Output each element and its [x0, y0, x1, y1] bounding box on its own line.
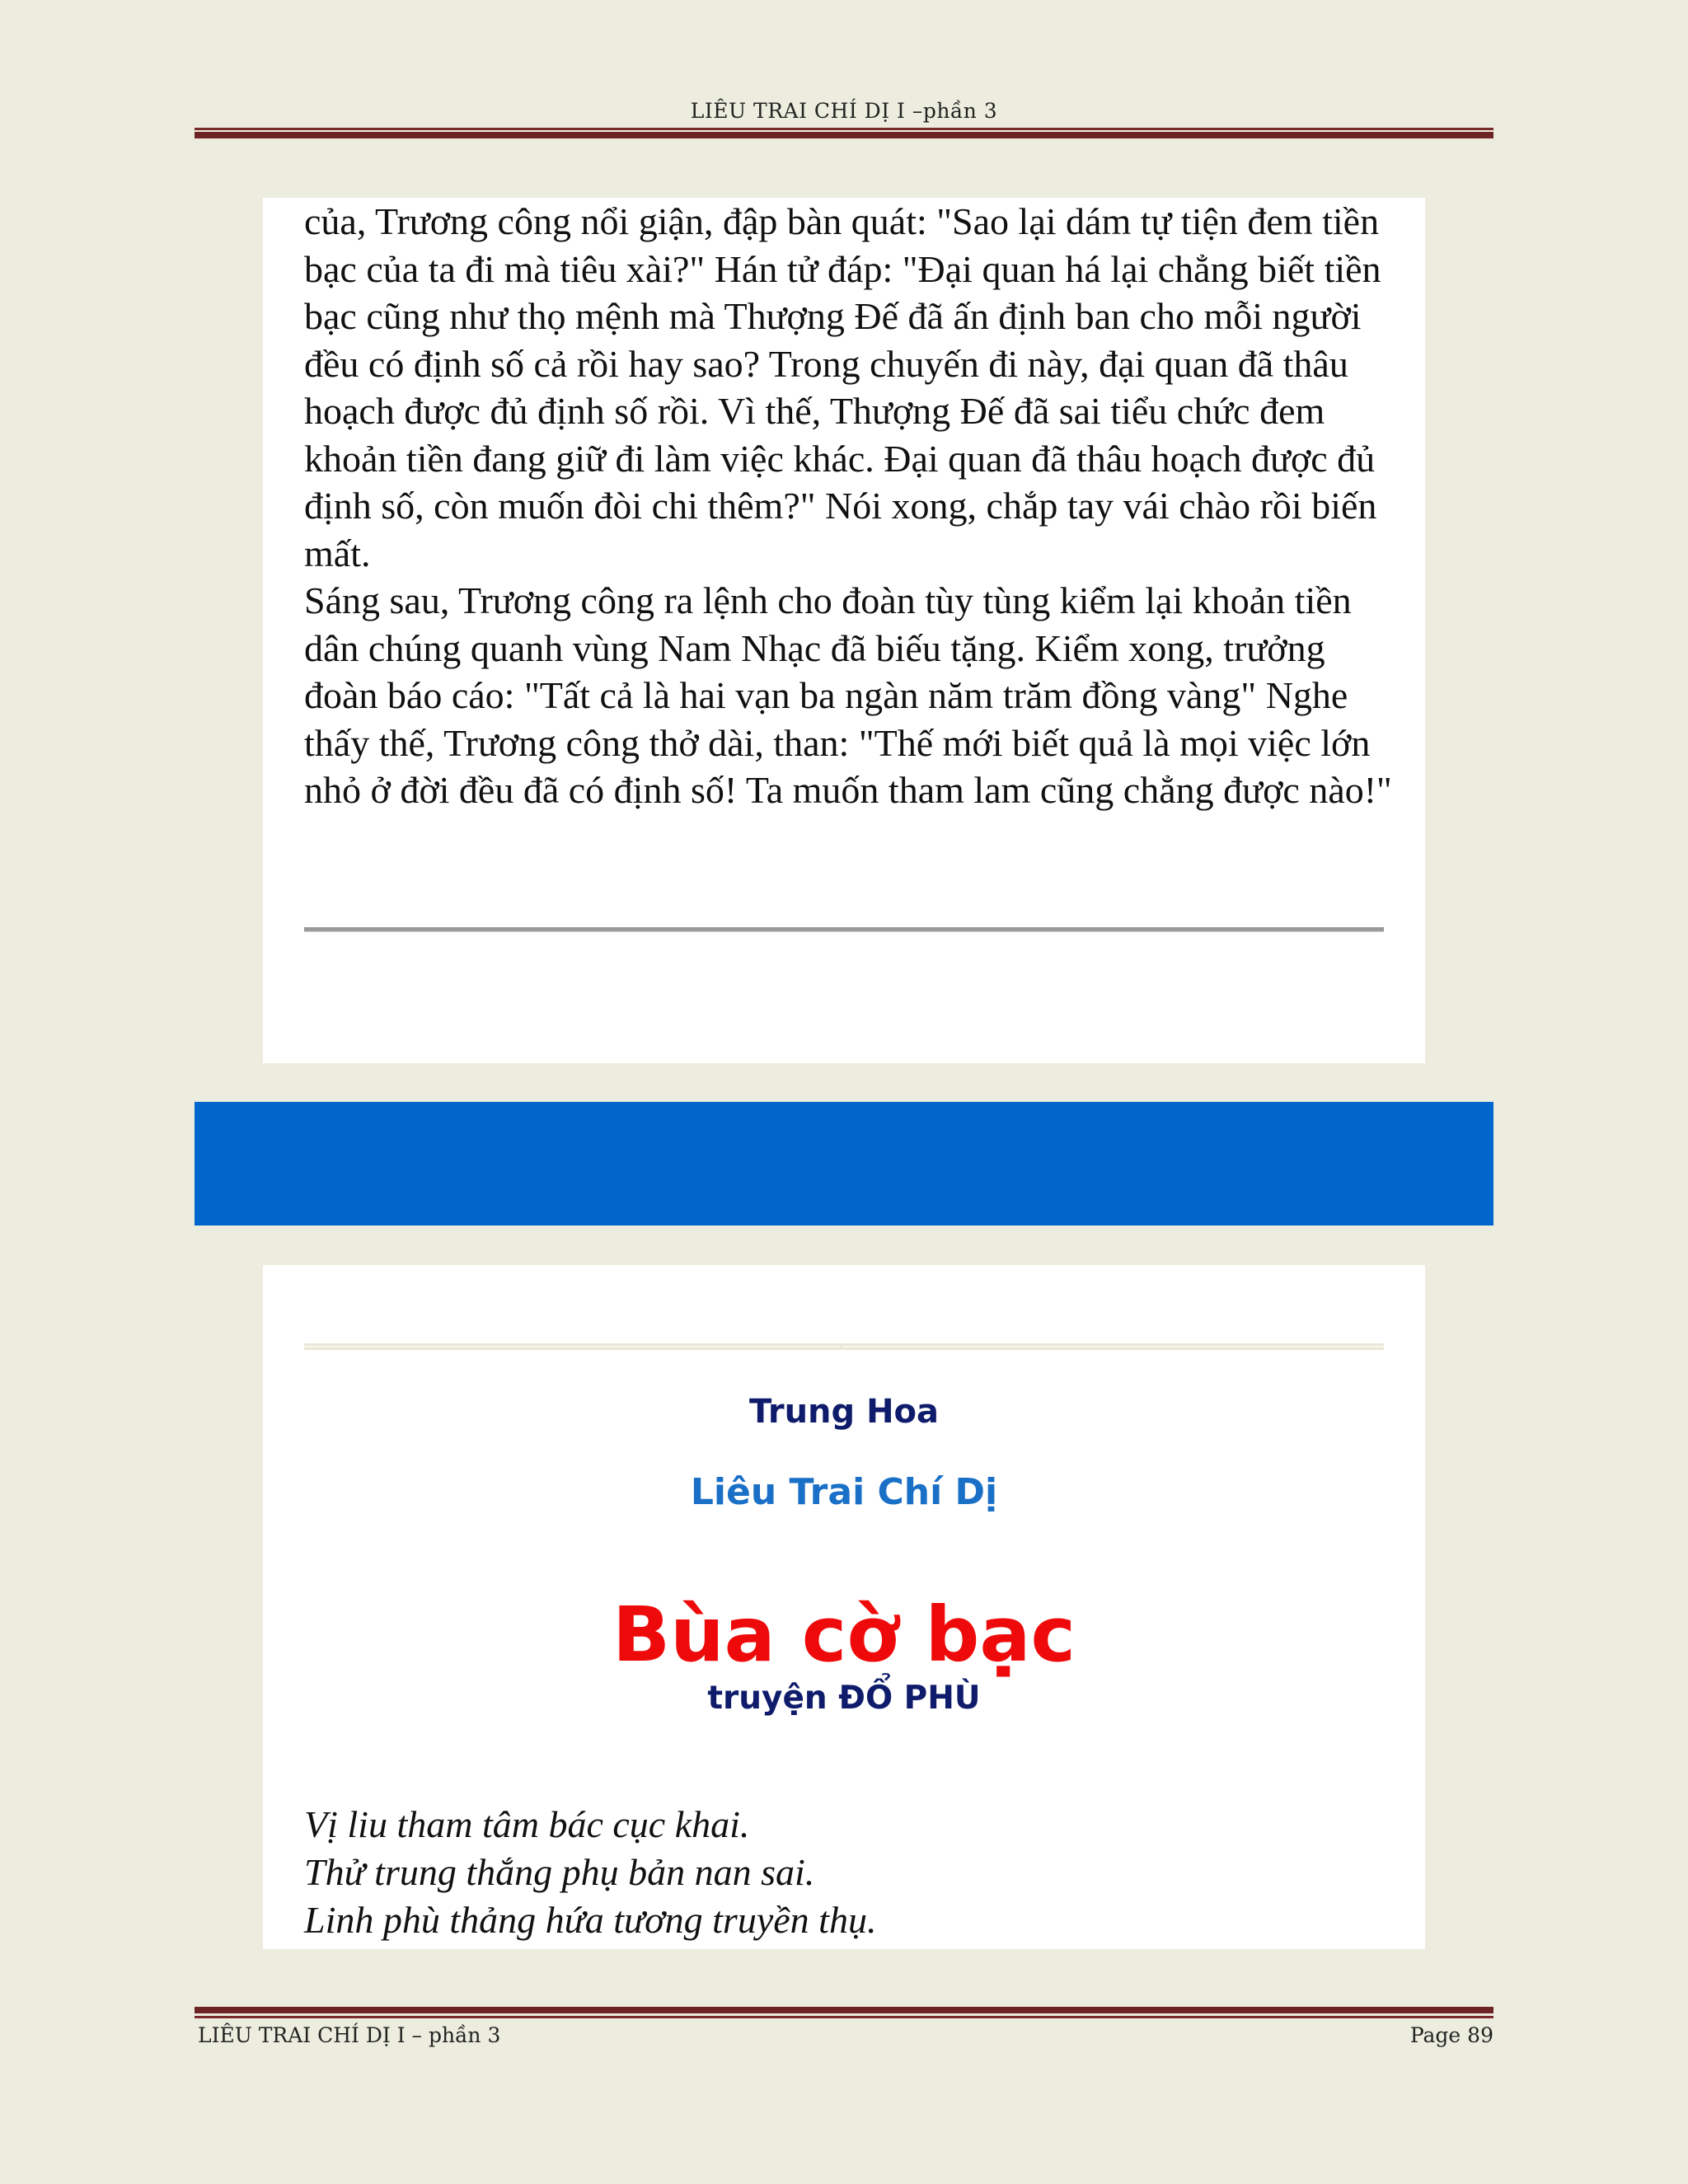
blue-separator-band: [195, 1102, 1493, 1226]
story-paragraph-2: Sáng sau, Trương công ra lệnh cho đoàn tùy tùng kiểm lại khoản tiền dân chúng quanh vùng Nam Nhạc đã biếu tặng. Kiểm xong, trưởng đoàn báo cáo: "Tất cả là hai vạn ba ngàn năm trăm đồng vàng" Nghe thấy thế, Trương công thở dài, than: "Thế mới biết quả là mọi việc lớn nhỏ ở đời đều đã có định số! Ta muốn tham lam cũng chẳng được nào!": [304, 579, 1392, 811]
poem-line: Thử trung thắng phụ bản nan sai.: [304, 1851, 815, 1893]
story-panel: [263, 198, 1425, 1063]
story-text: [304, 198, 1400, 814]
opening-poem: [304, 1801, 1376, 1944]
footer-rule-thick: [195, 2007, 1493, 2013]
footer-rule-thin: [195, 2016, 1493, 2018]
page-number: Page 89: [1409, 2023, 1493, 2047]
country-label: Trung Hoa: [748, 1393, 940, 1431]
poem-line: Linh phù thảng hứa tương truyền thụ.: [304, 1899, 877, 1941]
footer-title: LIÊU TRAI CHÍ DỊ I – phần 3: [198, 2023, 501, 2047]
running-header: LIÊU TRAI CHÍ DỊ I –phần 3: [690, 99, 998, 123]
double-rule-divider: [304, 1343, 1384, 1350]
book-title: Liêu Trai Chí Dị: [690, 1471, 998, 1513]
story-subtitle: truyện ĐỔ PHÙ: [707, 1680, 981, 1717]
header-rule-thin: [195, 128, 1493, 130]
section-divider: [304, 927, 1384, 932]
poem-line: Vị liu tham tâm bác cục khai.: [304, 1803, 750, 1845]
story-title: Bùa cờ bạc: [612, 1591, 1076, 1679]
story-paragraph-1: của, Trương công nổi giận, đập bàn quát: "Sao lại dám tự tiện đem tiền bạc của ta đi mà tiêu xài?" Hán tử đáp: "Đại quan há lại chẳng biết tiền bạc cũng như thọ mệnh mà Thượng Đế đã ấn định ban cho mỗi người đều có định số cả rồi hay sao? Trong chuyến đi này, đại quan đã thâu hoạch được đủ định số rồi. Vì thế, Thượng Đế đã sai tiểu chức đem khoản tiền đang giữ đi làm việc khác. Đại quan đã thâu hoạch được đủ định số, còn muốn đòi chi thêm?" Nói xong, chắp tay vái chào rồi biến mất.: [304, 200, 1381, 574]
next-story-panel: [263, 1265, 1425, 1949]
header-rule-thick: [195, 132, 1493, 138]
